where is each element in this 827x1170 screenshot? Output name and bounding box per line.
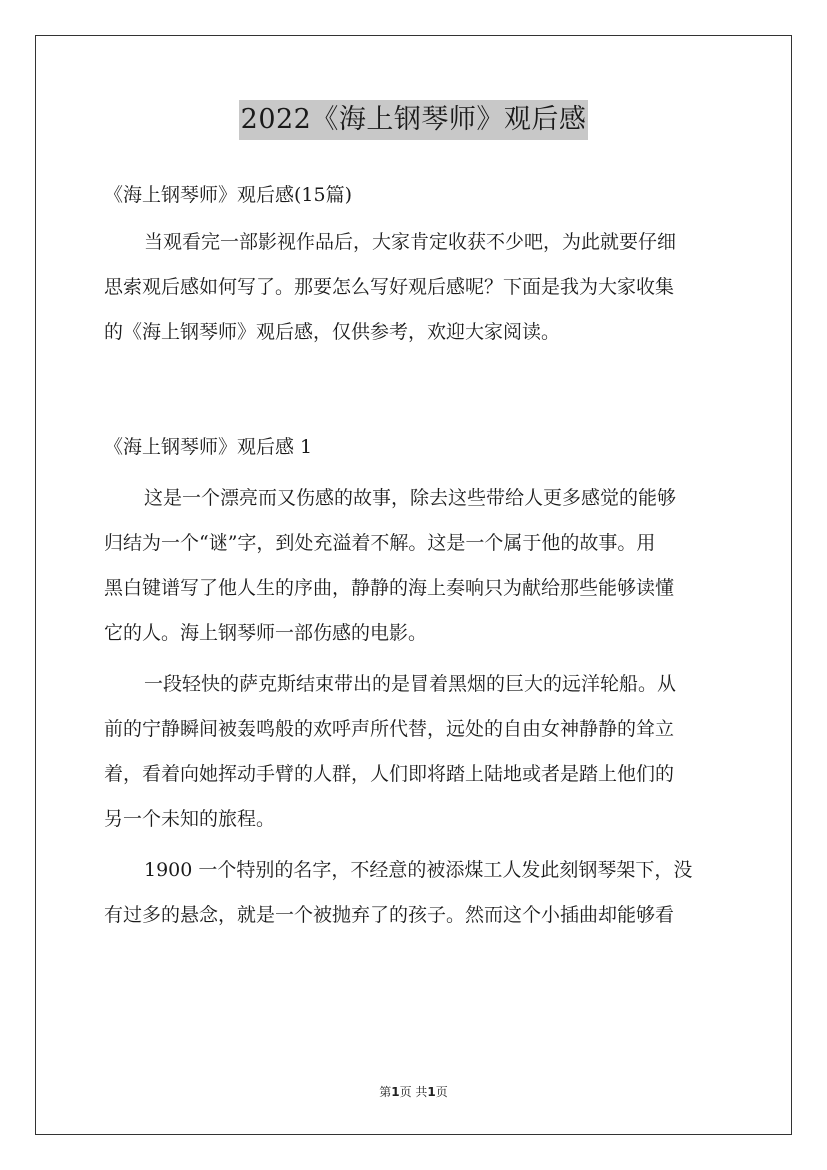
paragraph bbox=[104, 662, 726, 842]
text-line: 一段轻快的萨克斯结束带出的是冒着黑烟的巨大的远洋轮船。从 bbox=[144, 673, 677, 695]
intro-paragraph bbox=[104, 220, 726, 355]
text-line: 归结为一个“谜”字，到处充溢着不解。这是一个属于他的故事。用 bbox=[104, 532, 656, 554]
footer-page-total: 1 bbox=[427, 1085, 436, 1099]
text-line: 思索观后感如何写了。那要怎么写好观后感呢？下面是我为大家收集 bbox=[104, 276, 675, 298]
document-body bbox=[104, 176, 726, 938]
footer-page-number: 1 bbox=[391, 1085, 400, 1099]
paragraph bbox=[104, 476, 726, 656]
text-line: 这是一个漂亮而又伤感的故事，除去这些带给人更多感觉的能够 bbox=[144, 487, 677, 509]
footer-page-mid: 页 共 bbox=[399, 1085, 428, 1099]
document-subtitle: 《海上钢琴师》观后感(15篇) bbox=[104, 184, 353, 206]
text-line: 当观看完一部影视作品后，大家肯定收获不少吧，为此就要仔细 bbox=[144, 231, 677, 253]
footer-page-prefix: 第 bbox=[379, 1085, 392, 1099]
paragraph bbox=[104, 848, 726, 938]
text-line: 前的宁静瞬间被轰鸣般的欢呼声所代替，远处的自由女神静静的耸立 bbox=[104, 718, 675, 740]
text-line: 黑白键谱写了他人生的序曲，静静的海上奏响只为献给那些能够读懂 bbox=[104, 577, 675, 599]
text-line: 1900 一个特别的名字，不经意的被添煤工人发此刻钢琴架下，没 bbox=[144, 859, 693, 881]
page-footer bbox=[0, 1083, 827, 1100]
title-container bbox=[0, 100, 827, 140]
text-line: 另一个未知的旅程。 bbox=[104, 808, 276, 830]
document-title: 2022《海上钢琴师》观后感 bbox=[239, 100, 589, 140]
section-heading: 《海上钢琴师》观后感 1 bbox=[104, 436, 313, 458]
footer-page-suffix: 页 bbox=[435, 1085, 448, 1099]
text-line: 的《海上钢琴师》观后感，仅供参考，欢迎大家阅读。 bbox=[104, 321, 561, 343]
text-line: 有过多的悬念，就是一个被抛弃了的孩子。然而这个小插曲却能够看 bbox=[104, 904, 675, 926]
text-line: 它的人。海上钢琴师一部伤感的电影。 bbox=[104, 622, 428, 644]
text-line: 着，看着向她挥动手臂的人群，人们即将踏上陆地或者是踏上他们的 bbox=[104, 763, 675, 785]
